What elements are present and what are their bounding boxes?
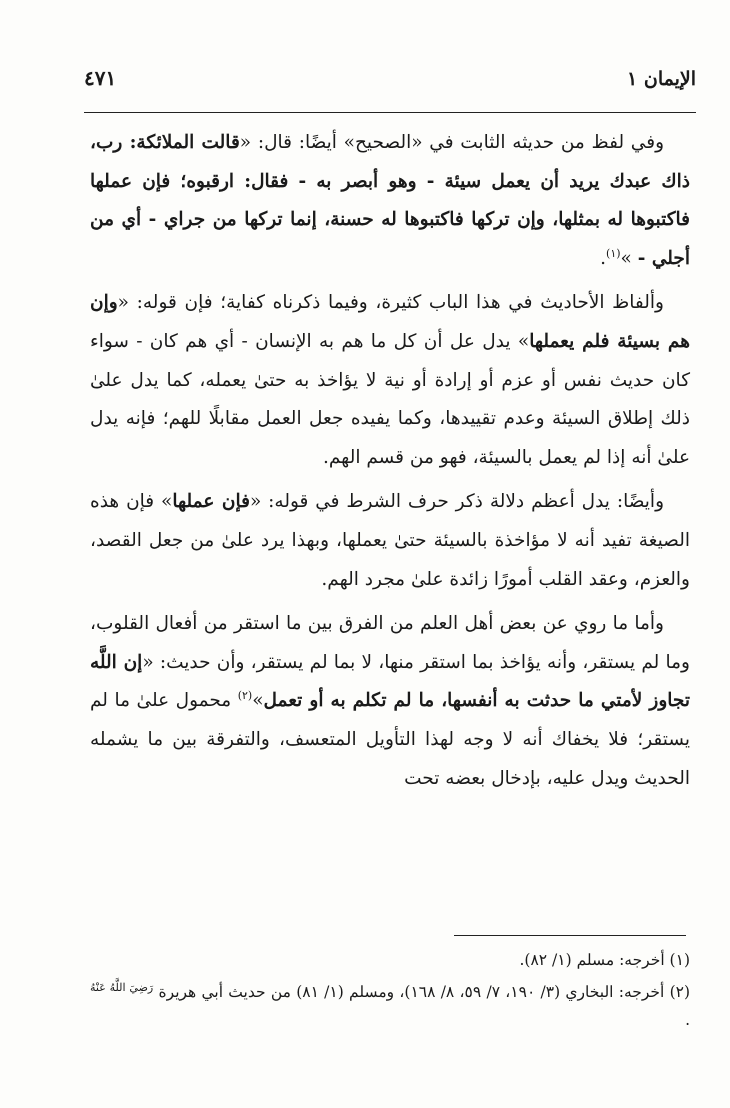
page-header [84,60,696,100]
paragraph-1: وفي لفظ من حديثه الثابت في «الصحيح» أيضًا: قال: «قالت الملائكة: رب، ذاك عبدك يريد أن يعمل سيئة - وهو أبصر به - فقال: ارقبوه؛ فإن عملها فاكتبوها له بمثلها، وإن تركها فاكتبوها له حسنة، إنما تركها من جراي - أي من أجلي - »$^{(١)}$. [90,132,690,269]
bold-quote: قالت الملائكة: رب، ذاك عبدك يريد أن يعمل سيئة - وهو أبصر به - فقال: ارقبوه؛ فإن عملها فاكتبوها له بمثلها، وإن تركها فاكتبوها له حسنة، إنما تركها من جراي - أي من أجلي - [90,132,690,269]
footnote-ref-2: (٢) [237,689,253,703]
footnote-1: (١) أخرجه: مسلم (١/ ٨٢). [519,951,690,969]
footnotes [90,946,690,1034]
salutation-glyph: رَضِيَ اللَّهُ عَنْهُ [90,981,154,994]
running-title: الإيمان ١ [627,68,696,90]
header-rule [84,112,696,113]
bold-quote: إن اللَّه تجاوز لأمتي ما حدثت به أنفسها، ما لم تكلم به أو تعمل [90,651,690,712]
footnote-ref-1: (١) [606,246,621,260]
paragraph-3: وأيضًا: يدل أعظم دلالة ذكر حرف الشرط في قوله: «فإن عملها» فإن هذه الصيغة تفيد أنه لا مؤاخذة بالسيئة حتىٰ يعملها، وبهذا يرد علىٰ من جعل القصد، والعزم، وعقد القلب أمورًا زائدة علىٰ مجرد الهم. [90,491,690,590]
page-number: ٤٧١ [84,66,117,90]
paragraph-4: وأما ما روي عن بعض أهل العلم من الفرق بين ما استقر من أفعال القلوب، وما لم يستقر، وأنه يؤاخذ بما استقر منها، لا بما لم يستقر، وأن حديث: «إن اللَّه تجاوز لأمتي ما حدثت به أنفسها، ما لم تكلم به أو تعمل»$^{(٢)}$ محمول علىٰ ما لم يستقر؛ فلا يخفاك أنه لا وجه لهذا التأويل المتعسف، والتفرقة بين ما يشمله الحديث ويدل عليه، بإدخال بعضه تحت [90,613,690,789]
main-text [90,124,690,804]
bold-quote: فإن عملها [172,491,250,513]
bold-quote: وإن هم بسيئة فلم يعملها [90,292,690,352]
footnote-rule [454,935,686,936]
paragraph-2: وألفاظ الأحاديث في هذا الباب كثيرة، وفيما ذكرناه كفاية؛ فإن قوله: «وإن هم بسيئة فلم يعملها» يدل عل أن كل ما هم به الإنسان - أي هم كان - سواء كان حديث نفس أو عزم أو إرادة أو نية لا يؤاخذ به حتىٰ يعمله، كما يدل علىٰ ذلك إطلاق السيئة وعدم تقييدها، وكما يفيده جعل العمل مقابلًا للهم؛ فإنه يدل علىٰ أنه إذا لم يعمل بالسيئة، فهو من قسم الهم. [90,292,690,468]
footnote-2: (٢) أخرجه: البخاري (٣/ ١٩٠، ٧/ ٥٩، ٨/ ١٦٨)، ومسلم (١/ ٨١) من حديث أبي هريرة $^{رَضِيَ اللَّهُ عَنْهُ}$ . [90,981,691,1030]
